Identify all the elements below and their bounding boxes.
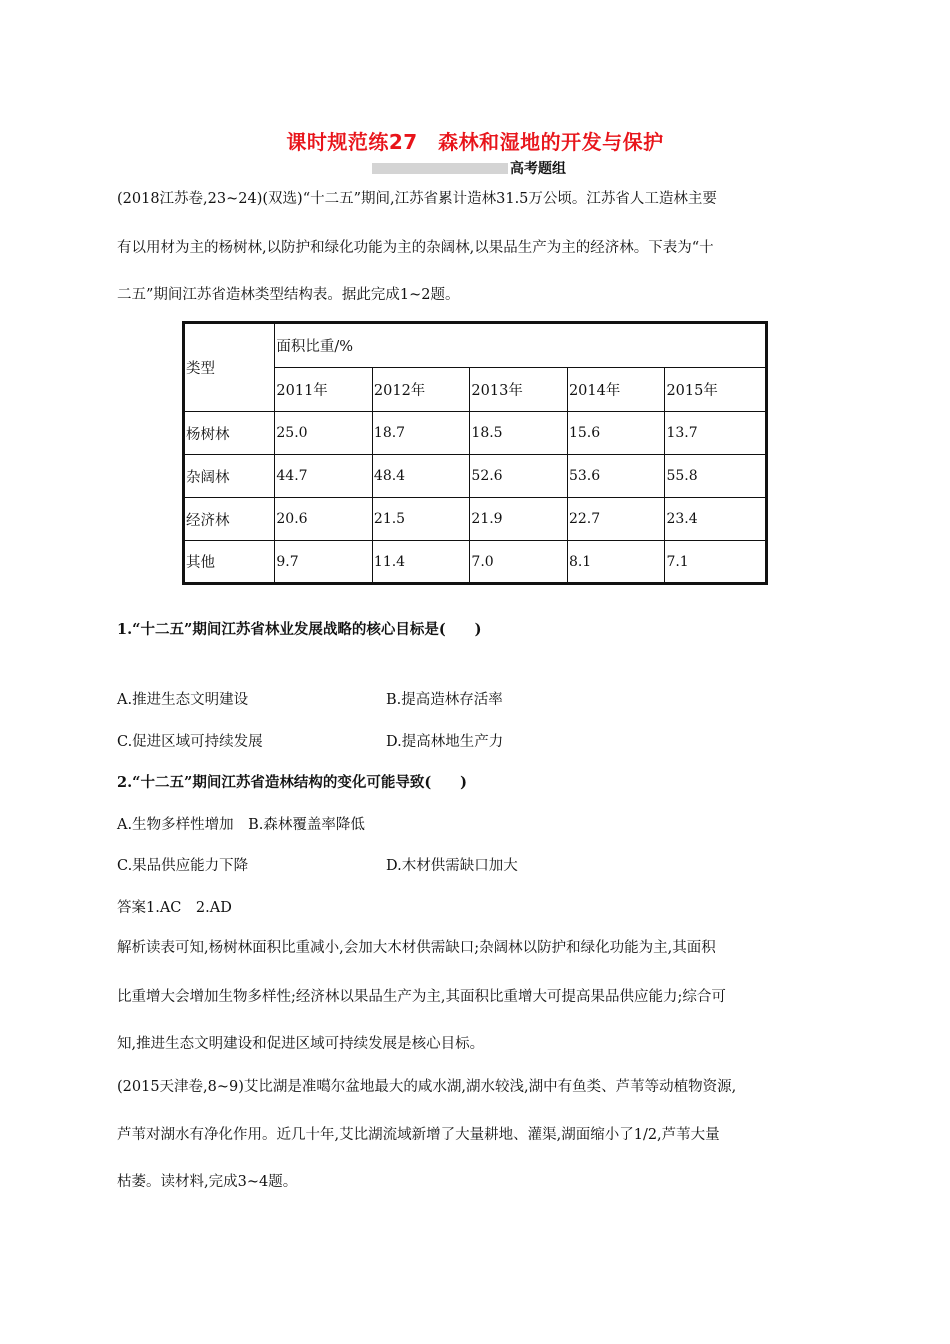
question-1-stem: 1.“十二五”期间江苏省林业发展战略的核心目标是( ) bbox=[117, 621, 482, 638]
value-cell: 13.7 bbox=[665, 412, 767, 455]
value-cell: 44.7 bbox=[275, 455, 373, 498]
analysis-line-2: 比重增大会增加生物多样性;经济林以果品生产为主,其面积比重增大可提高果品供应能力;综合可 bbox=[117, 989, 726, 1005]
year-cell: 2015年 bbox=[665, 368, 767, 412]
type-header-cell: 类型 bbox=[184, 323, 275, 412]
value-cell: 7.1 bbox=[665, 541, 767, 584]
row-label-cell: 杨树林 bbox=[184, 412, 275, 455]
row-label-cell: 经济林 bbox=[184, 498, 275, 541]
question-1-option-c: C.促进区域可持续发展 bbox=[117, 734, 263, 750]
table-row bbox=[184, 455, 767, 498]
passage2-line-2: 芦苇对湖水有净化作用。近几十年,艾比湖流域新增了大量耕地、灌渠,湖面缩小了1/2,芦苇大量 bbox=[117, 1127, 720, 1143]
value-cell: 23.4 bbox=[665, 498, 767, 541]
value-cell: 9.7 bbox=[275, 541, 373, 584]
passage2-line-3: 枯萎。读材料,完成3~4题。 bbox=[117, 1174, 298, 1190]
year-cell: 2012年 bbox=[372, 368, 470, 412]
value-cell: 55.8 bbox=[665, 455, 767, 498]
value-cell: 11.4 bbox=[372, 541, 470, 584]
row-label-cell: 其他 bbox=[184, 541, 275, 584]
year-cell: 2013年 bbox=[470, 368, 568, 412]
question-2-option-ab: A.生物多样性增加 B.森林覆盖率降低 bbox=[117, 817, 365, 833]
value-cell: 15.6 bbox=[567, 412, 665, 455]
question-2-stem: 2.“十二五”期间江苏省造林结构的变化可能导致( ) bbox=[117, 774, 468, 791]
value-cell: 21.9 bbox=[470, 498, 568, 541]
value-cell: 8.1 bbox=[567, 541, 665, 584]
passage1-line-1: (2018江苏卷,23~24)(双选)“十二五”期间,江苏省累计造林31.5万公顷。江苏省人工造林主要 bbox=[117, 191, 717, 207]
value-cell: 7.0 bbox=[470, 541, 568, 584]
value-cell: 21.5 bbox=[372, 498, 470, 541]
passage1-line-2: 有以用材为主的杨树林,以防护和绿化功能为主的杂阔林,以果品生产为主的经济林。下表为“十 bbox=[117, 240, 714, 256]
forest-type-table bbox=[182, 321, 768, 585]
value-cell: 18.5 bbox=[470, 412, 568, 455]
question-1-option-d: D.提高林地生产力 bbox=[386, 734, 504, 750]
question-1-option-b: B.提高造林存活率 bbox=[386, 692, 503, 708]
table-row bbox=[184, 541, 767, 584]
subtitle-bar bbox=[372, 163, 508, 174]
table-row bbox=[184, 498, 767, 541]
value-cell: 25.0 bbox=[275, 412, 373, 455]
section-subtitle: 高考题组 bbox=[510, 161, 566, 177]
value-cell: 48.4 bbox=[372, 455, 470, 498]
passage2-line-1: (2015天津卷,8~9)艾比湖是准噶尔盆地最大的咸水湖,湖水较浅,湖中有鱼类、芦苇等动植物资源, bbox=[117, 1079, 737, 1095]
table-row bbox=[184, 412, 767, 455]
answer-line: 答案1.AC 2.AD bbox=[117, 900, 232, 916]
question-2-option-d: D.木材供需缺口加大 bbox=[386, 858, 518, 874]
value-cell: 22.7 bbox=[567, 498, 665, 541]
question-1-option-a: A.推进生态文明建设 bbox=[117, 692, 249, 708]
question-2-option-c: C.果品供应能力下降 bbox=[117, 858, 249, 874]
value-cell: 52.6 bbox=[470, 455, 568, 498]
page-title: 课时规范练27 森林和湿地的开发与保护 bbox=[286, 130, 664, 154]
table-header-row bbox=[184, 323, 767, 368]
value-cell: 20.6 bbox=[275, 498, 373, 541]
year-cell: 2011年 bbox=[275, 368, 373, 412]
year-cell: 2014年 bbox=[567, 368, 665, 412]
analysis-line-3: 知,推进生态文明建设和促进区域可持续发展是核心目标。 bbox=[117, 1036, 485, 1052]
row-label-cell: 杂阔林 bbox=[184, 455, 275, 498]
passage1-line-3: 二五”期间江苏省造林类型结构表。据此完成1~2题。 bbox=[117, 287, 460, 303]
area-share-header-cell: 面积比重/% bbox=[275, 323, 767, 368]
value-cell: 18.7 bbox=[372, 412, 470, 455]
value-cell: 53.6 bbox=[567, 455, 665, 498]
analysis-line-1: 解析读表可知,杨树林面积比重减小,会加大木材供需缺口;杂阔林以防护和绿化功能为主,其面积 bbox=[117, 940, 716, 956]
